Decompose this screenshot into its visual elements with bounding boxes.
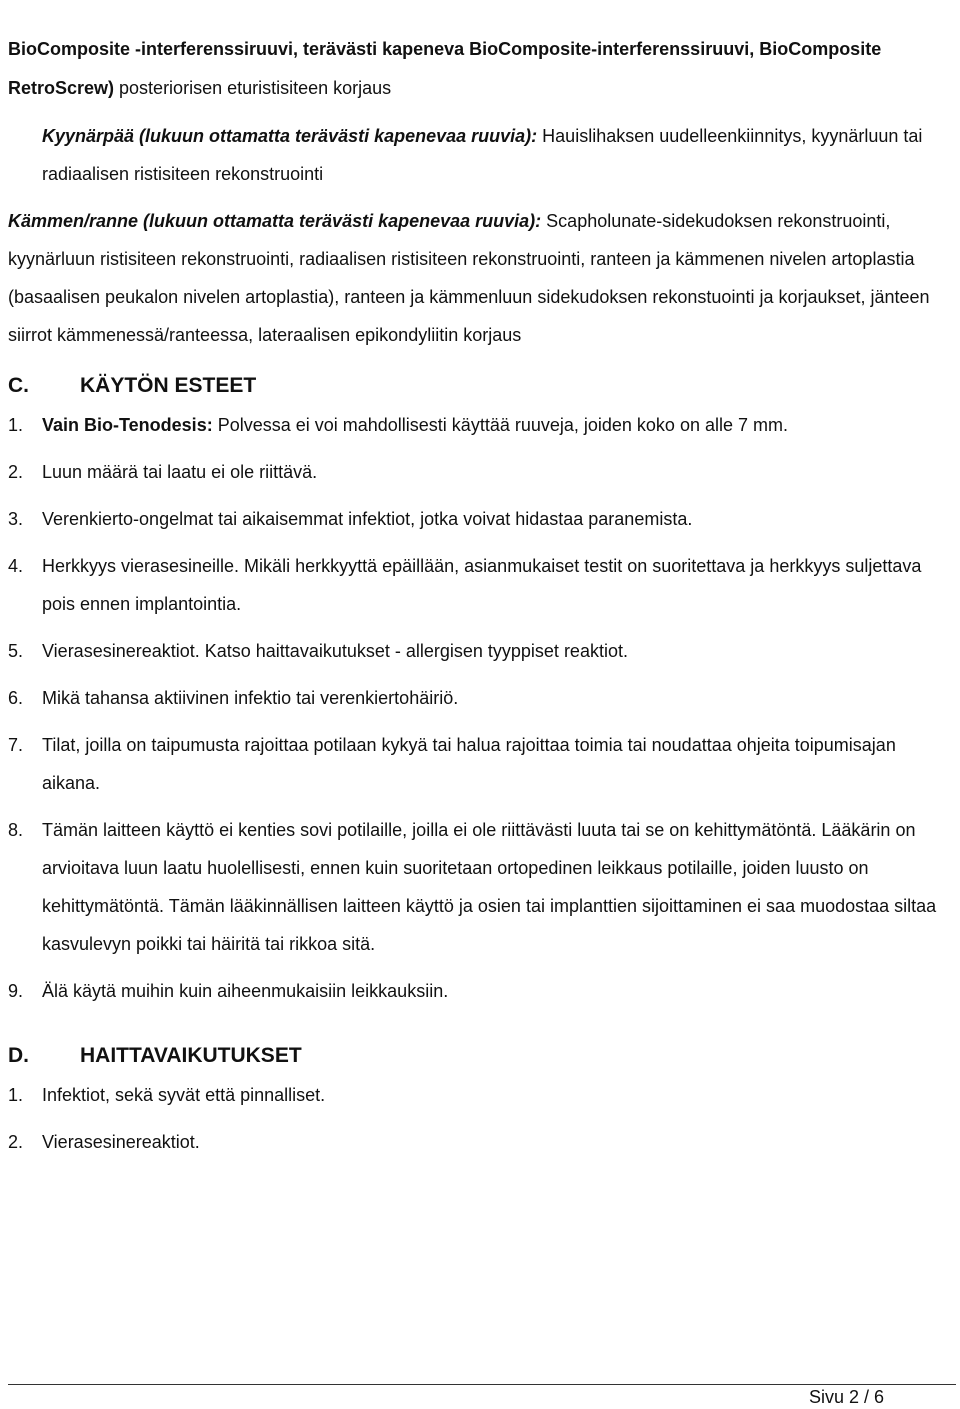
section-c-item-5: [8, 632, 958, 670]
item-number: 7.: [8, 735, 24, 755]
bio-composite-bold: BioComposite -interferenssiruuvi, terävästi kapeneva BioComposite-interferenssiruuvi, BioComposite RetroScrew): [8, 39, 882, 98]
elbow-rest: Hauislihaksen uudelleenkiinnitys, kyynärluun tai radiaalisen ristisiteen rekonstruointi: [42, 126, 923, 184]
section-c-item-1: [8, 406, 958, 444]
item-number: 1.: [8, 1085, 24, 1105]
section-c-item-9: [8, 972, 958, 1010]
item-number: 6.: [8, 688, 24, 708]
item-text: Tilat, joilla on taipumusta rajoittaa potilaan kykyä tai halua rajoittaa toimia tai noudattaa ohjeita toipumisajan aikana.: [42, 735, 896, 793]
elbow-label: Kyynärpää (lukuun ottamatta terävästi kapenevaa ruuvia):: [42, 126, 538, 146]
bio-composite-paragraph: [8, 30, 958, 108]
item-text: Älä käytä muihin kuin aiheenmukaisiin leikkauksiin.: [42, 981, 449, 1001]
item-text: Vierasesinereaktiot. Katso haittavaikutukset - allergisen tyyppiset reaktiot.: [42, 641, 628, 661]
item-number: 4.: [8, 556, 24, 576]
item-text: Infektiot, sekä syvät että pinnalliset.: [42, 1085, 326, 1105]
item-text: Herkkyys vierasesineille. Mikäli herkkyyttä epäillään, asianmukaiset testit on suoritettava ja herkkyys suljettava pois ennen implantointia.: [42, 556, 922, 614]
section-c-item-6: [8, 679, 958, 717]
section-c-item-8: [8, 811, 958, 963]
item-number: 1.: [8, 415, 24, 435]
section-d-title: HAITTAVAIKUTUKSET: [80, 1044, 302, 1067]
item-text: Vierasesinereaktiot.: [42, 1132, 200, 1152]
section-c-item-7: [8, 726, 958, 802]
section-d-item-2: [8, 1123, 958, 1161]
item-number: 5.: [8, 641, 24, 661]
section-c-item-2: [8, 453, 958, 491]
item-number: 2.: [8, 462, 24, 482]
section-d-item-1: [8, 1076, 958, 1114]
item-number: 9.: [8, 981, 24, 1001]
item-number: 2.: [8, 1132, 24, 1152]
wrist-rest: Scapholunate-sidekudoksen rekonstruointi, kyynärluun ristisiteen rekonstruointi, radiaalisen ristisiteen rekonstruointi, ranteen ja kämmenen nivelen artoplastia (basaalisen peukalon nivelen artoplastia), ranteen ja kämmenluun sidekudoksen rekonstuointi ja korjaukset, jänteen siirrot kämmenessä/ranteessa, lateraalisen epikondyliitin korjaus: [8, 211, 930, 345]
section-c-heading: [8, 366, 958, 406]
item-number: 3.: [8, 509, 24, 529]
section-d-letter: D.: [8, 1044, 29, 1067]
section-d-heading: [8, 1036, 958, 1076]
section-c-letter: C.: [8, 374, 29, 397]
wrist-label: Kämmen/ranne (lukuun ottamatta terävästi kapenevaa ruuvia):: [8, 211, 542, 231]
bio-composite-rest: posteriorisen eturistisiteen korjaus: [114, 78, 392, 98]
item-number: 8.: [8, 820, 24, 840]
item-text: Tämän laitteen käyttö ei kenties sovi potilaille, joilla ei ole riittävästi luuta tai se on kehittymätöntä. Lääkärin on arvioitava luun laatu huolellisesti, ennen kuin suoritetaan ortopedinen leikkaus potilaille, joiden luusto on kehittymätöntä. Tämän lääkinnällisen laitteen käyttö ja osien tai implanttien sijoittaminen ei saa muodostaa siltaa kasvulevyn poikki tai häiritä tai rikkoa sitä.: [42, 820, 937, 954]
item-text: Mikä tahansa aktiivinen infektio tai verenkiertohäiriö.: [42, 688, 459, 708]
document-page: [8, 30, 958, 1161]
section-c-item-4: [8, 547, 958, 623]
elbow-paragraph: [8, 117, 958, 193]
item-text: Verenkierto-ongelmat tai aikaisemmat infektiot, jotka voivat hidastaa paranemista.: [42, 509, 693, 529]
wrist-paragraph: [8, 202, 958, 354]
section-c-title: KÄYTÖN ESTEET: [80, 374, 257, 397]
page-number: Sivu 2 / 6: [808, 1387, 884, 1407]
section-c-item-3: [8, 500, 958, 538]
item-bold: Vain Bio-Tenodesis:: [42, 415, 213, 435]
item-text: Polvessa ei voi mahdollisesti käyttää ruuveja, joiden koko on alle 7 mm.: [212, 415, 788, 435]
item-text: Luun määrä tai laatu ei ole riittävä.: [42, 462, 318, 482]
